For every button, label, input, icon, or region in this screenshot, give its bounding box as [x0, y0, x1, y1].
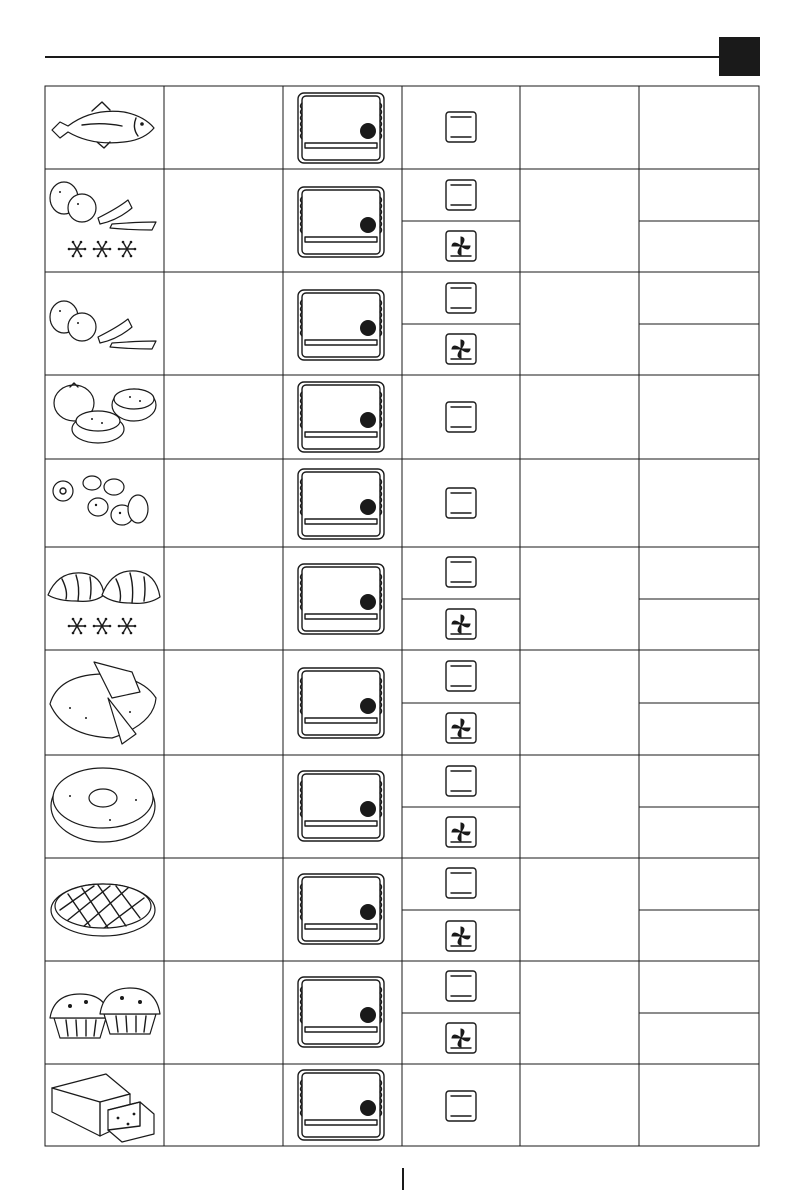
static-heat-icon: [446, 283, 476, 313]
table-grid-lines: [45, 86, 759, 1146]
static-heat-icon: [446, 766, 476, 796]
fan-heat-icon: [446, 334, 476, 364]
static-heat-icon: [446, 402, 476, 432]
ring-cake-icon: [51, 768, 155, 842]
shelf-position-icon: [298, 187, 384, 257]
static-heat-icon: [446, 971, 476, 1001]
loaf-cake-icon: [52, 1074, 154, 1142]
page-footer-tick: [402, 1168, 404, 1190]
shelf-position-icon: [298, 977, 384, 1047]
fan-heat-icon: [446, 921, 476, 951]
fan-heat-icon: [446, 231, 476, 261]
fan-heat-icon: [446, 713, 476, 743]
static-heat-icon: [446, 1091, 476, 1121]
static-heat-icon: [446, 180, 476, 210]
frozen-icon: [68, 618, 137, 635]
cheesecake-icon: [50, 662, 156, 744]
static-heat-icon: [446, 868, 476, 898]
shelf-position-icon: [298, 93, 384, 163]
shelf-position-icon: [298, 382, 384, 452]
fan-heat-icon: [446, 1023, 476, 1053]
shelf-position-icon: [298, 1070, 384, 1140]
static-heat-icon: [446, 488, 476, 518]
potato-wedges-icon: [50, 182, 156, 230]
static-heat-icon: [446, 112, 476, 142]
potato-wedges-icon: [50, 301, 156, 349]
lattice-pie-icon: [51, 884, 155, 936]
shelf-position-icon: [298, 290, 384, 360]
shelf-position-icon: [298, 771, 384, 841]
stuffed-tomatoes-icon: [54, 383, 156, 443]
static-heat-icon: [446, 661, 476, 691]
static-heat-icon: [446, 557, 476, 587]
croissants-icon: [48, 571, 160, 604]
small-pastries-icon: [53, 476, 148, 525]
shelf-position-icon: [298, 564, 384, 634]
shelf-position-icon: [298, 874, 384, 944]
shelf-position-icon: [298, 668, 384, 738]
muffins-icon: [50, 988, 160, 1038]
frozen-icon: [68, 241, 137, 258]
shelf-position-icon: [298, 469, 384, 539]
fan-heat-icon: [446, 817, 476, 847]
fish-icon: [52, 102, 154, 148]
fan-heat-icon: [446, 609, 476, 639]
